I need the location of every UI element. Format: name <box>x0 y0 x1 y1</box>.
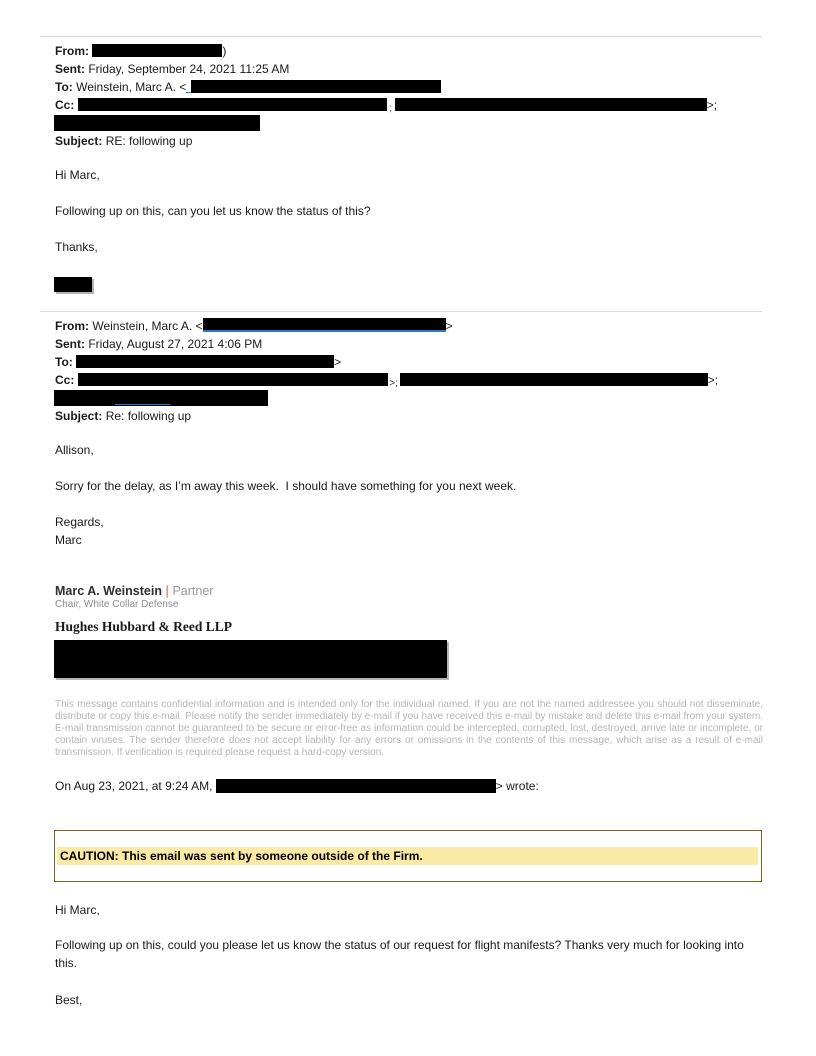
separator-top <box>40 36 762 37</box>
subject-label: Subject: <box>55 134 103 148</box>
sent-label: Sent: <box>55 337 85 351</box>
email2-body-line: Sorry for the delay, as I’m away this week. I should have something for you next week. <box>55 479 517 493</box>
email2-closing: Regards, <box>55 515 104 529</box>
from-value: Weinstein, Marc A. < <box>92 319 203 333</box>
cc-suffix: >; <box>706 98 718 112</box>
from-label: From: <box>55 319 89 333</box>
email1-sent-line <box>55 60 717 78</box>
quote-intro-prefix: On Aug 23, 2021, at 9:24 AM, <box>55 779 213 793</box>
email1-greeting: Hi Marc, <box>55 168 100 182</box>
redaction-to-address <box>76 355 334 368</box>
cc-label: Cc: <box>55 98 75 112</box>
cc-separator: ; <box>389 103 393 114</box>
email1-from-line <box>55 42 717 60</box>
separator-email2 <box>40 311 762 312</box>
subject-label: Subject: <box>55 409 103 423</box>
email3-closing: Best, <box>55 993 83 1007</box>
from-label: From: <box>55 44 89 58</box>
sent-value: Friday, September 24, 2021 11:25 AM <box>88 62 290 76</box>
redaction-signature-contact-block <box>54 640 447 678</box>
signature-title: Partner <box>172 584 214 598</box>
redacted-link-underline-fragment-icon <box>115 404 170 405</box>
signature-block <box>55 583 213 599</box>
cc-suffix: >; <box>707 373 719 387</box>
redaction-cc-address-2 <box>400 373 708 386</box>
email2-cc-line <box>55 371 718 389</box>
redaction-from-name <box>92 44 222 57</box>
caution-banner-text: CAUTION: This email was sent by someone outside of the Firm. <box>60 849 423 863</box>
confidentiality-disclaimer: This message contains confidential information and is intended only for the individual named. If you are not the named addressee you should not disseminate, distribute or copy this e-mail. Please notify the sender immediately by e-mail if you have received this e-mail by mistake and delete this e-mail from your system. E-mail transmission cannot be guaranteed to be secure or error-free as information could be intercepted, corrupted, lost, destroyed, arrive late or incomplete, or contain viruses. The sender therefore does not accept liability for any errors or omissions in the contents of this message, which arise as a result of e-mail transmission. If verification is required please request a hard-copy version. <box>55 699 763 759</box>
sent-value: Friday, August 27, 2021 4:06 PM <box>88 337 263 351</box>
redaction-signature-name <box>54 277 92 292</box>
email1-closing: Thanks, <box>55 240 98 254</box>
redaction-cc-address-1 <box>78 98 387 111</box>
from-suffix: > <box>445 319 453 333</box>
email3-greeting: Hi Marc, <box>55 903 100 917</box>
email1-body-line: Following up on this, can you let us know the status of this? <box>55 204 371 218</box>
redaction-cc-address-3 <box>54 115 260 131</box>
email2-to-line <box>55 353 718 371</box>
redaction-cc-address-1 <box>78 373 388 386</box>
email1-to-line <box>55 78 717 96</box>
to-label: To: <box>55 80 73 94</box>
signature-name: Marc A. Weinstein <box>55 584 162 598</box>
redaction-to-address <box>191 80 441 93</box>
email2-signoff-name: Marc <box>55 533 82 547</box>
caution-highlight-band <box>57 847 758 865</box>
subject-value: Re: following up <box>105 409 192 423</box>
redaction-from-email-link <box>203 318 446 332</box>
subject-value: RE: following up <box>105 134 193 148</box>
email1-cc-line <box>55 96 717 114</box>
to-value: Weinstein, Marc A. < <box>76 80 187 94</box>
to-label: To: <box>55 355 73 369</box>
email1-header <box>55 42 717 150</box>
caution-banner-box <box>54 830 762 882</box>
cc-separator: >; <box>389 378 398 389</box>
signature-divider: | <box>165 584 169 598</box>
quote-intro-line <box>55 777 539 795</box>
from-paren: ) <box>222 44 227 58</box>
signature-role: Chair, White Collar Defense <box>55 599 179 610</box>
email2-header <box>55 317 718 425</box>
to-suffix: > <box>334 355 342 369</box>
cc-label: Cc: <box>55 373 75 387</box>
quote-intro-suffix: > wrote: <box>495 779 539 793</box>
email3-body-paragraph: Following up on this, could you please let us know the status of our request for flight manifests? Thanks very much for looking into this. <box>55 938 744 970</box>
redaction-quoted-sender <box>216 779 496 793</box>
redaction-cc-address-2 <box>395 98 707 111</box>
sent-label: Sent: <box>55 62 85 76</box>
email2-subject-line <box>55 407 718 425</box>
email1-subject-line <box>55 132 717 150</box>
email2-sent-line <box>55 335 718 353</box>
email2-from-line <box>55 317 718 335</box>
email2-greeting: Allison, <box>55 443 94 457</box>
signature-firm-name: Hughes Hubbard & Reed LLP <box>55 619 233 634</box>
